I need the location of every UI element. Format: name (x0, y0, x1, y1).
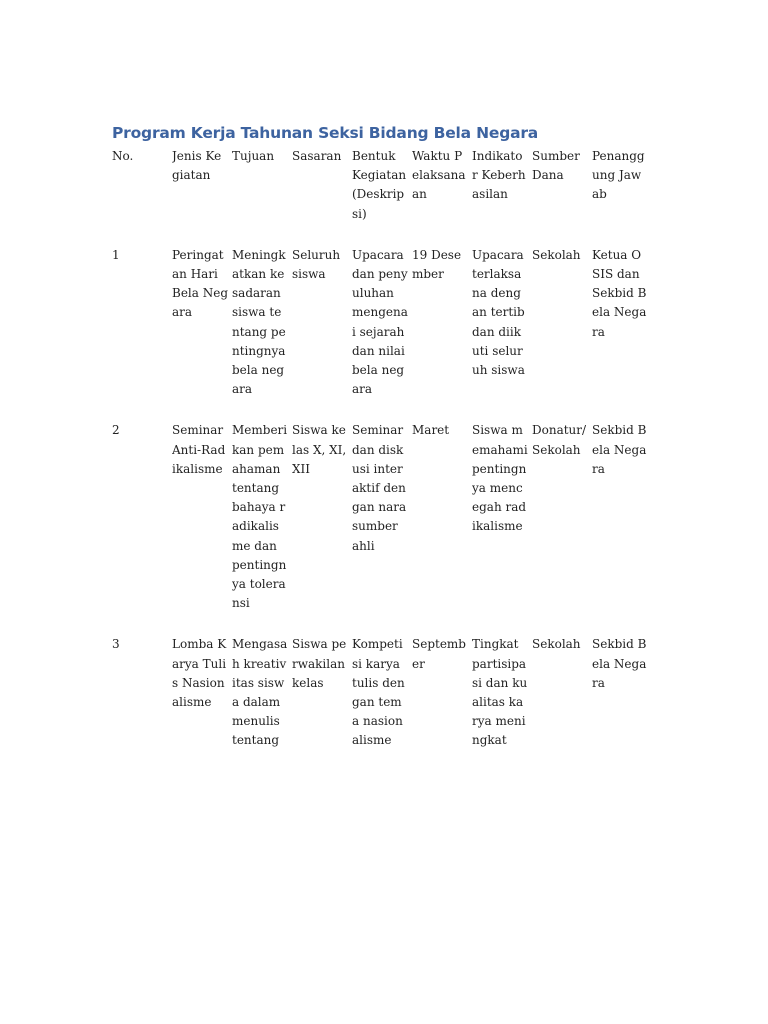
cell-indikator: Upacara terlaksana dengan tertib dan diikuti seluruh siswa (472, 247, 525, 378)
header-waktu-pelaksanaan: Waktu Pelaksanaan (412, 149, 466, 202)
cell-sasaran: Siswa perwakilan kelas (292, 637, 347, 690)
header-sasaran: Sasaran (292, 149, 342, 163)
cell-no: 2 (112, 423, 120, 438)
cell-waktu-pelaksanaan: September (412, 637, 466, 671)
cell-indikator: Siswa memahami pentingnya mencegah radikalisme (472, 423, 528, 534)
cell-sasaran: Seluruh siswa (292, 247, 341, 282)
cell-tujuan: Mengasah kreativitas siswa dalam menulis tentang (232, 637, 288, 748)
header-jenis-kegiatan: Jenis Kegiatan (172, 149, 222, 183)
cell-sumber-dana: Sekolah (532, 247, 581, 262)
table-header-row (112, 147, 652, 246)
header-indikator: Indikator Keberhasilan (472, 149, 526, 202)
table-row (112, 421, 652, 635)
cell-bentuk-kegiatan: Kompetisi karya tulis dengan tema nasionalisme (352, 637, 405, 748)
cell-jenis-kegiatan: Lomba Karya Tulis Nasionalisme (172, 637, 227, 710)
table-row (112, 635, 652, 772)
header-bentuk-kegiatan: Bentuk Kegiatan (Deskripsi) (352, 149, 407, 221)
cell-waktu-pelaksanaan: Maret (412, 423, 450, 438)
cell-jenis-kegiatan: Seminar Anti-Radikalisme (172, 423, 226, 476)
table-row (112, 246, 652, 422)
program-table (112, 147, 652, 773)
document-title: Program Kerja Tahunan Seksi Bidang Bela Negara (112, 124, 539, 142)
cell-bentuk-kegiatan: Upacara dan penyuluhan mengenai sejarah dan nilai bela negara (352, 247, 408, 397)
cell-sumber-dana: Donatur/ Sekolah (532, 423, 587, 457)
cell-penanggung-jawab: Ketua OSIS dan Sekbid Bela Negara (592, 247, 647, 339)
cell-tujuan: Meningkatkan kesadaran siswa tentang pentingnya bela negara (232, 247, 286, 397)
cell-jenis-kegiatan: Peringatan Hari Bela Negara (172, 247, 229, 320)
header-sumber-dana: Sumber Dana (532, 149, 580, 183)
cell-penanggung-jawab: Sekbid Bela Negara (592, 637, 647, 690)
header-no: No. (112, 149, 134, 163)
cell-sumber-dana: Sekolah (532, 637, 581, 652)
header-tujuan: Tujuan (232, 149, 275, 163)
cell-no: 3 (112, 637, 120, 652)
cell-penanggung-jawab: Sekbid Bela Negara (592, 423, 647, 476)
cell-sasaran: Siswa kelas X, XI, XII (292, 423, 347, 476)
cell-waktu-pelaksanaan: 19 Desember (412, 247, 462, 282)
cell-bentuk-kegiatan: Seminar dan diskusi interaktif dengan narasumber ahli (352, 423, 407, 553)
cell-no: 1 (112, 247, 120, 262)
cell-tujuan: Memberikan pemahaman tentang bahaya radikalisme dan pentingnya toleransi (232, 423, 288, 611)
cell-indikator: Tingkat partisipasi dan kualitas karya meningkat (472, 637, 528, 748)
header-penanggung-jawab: Penanggung Jawab (592, 149, 645, 202)
